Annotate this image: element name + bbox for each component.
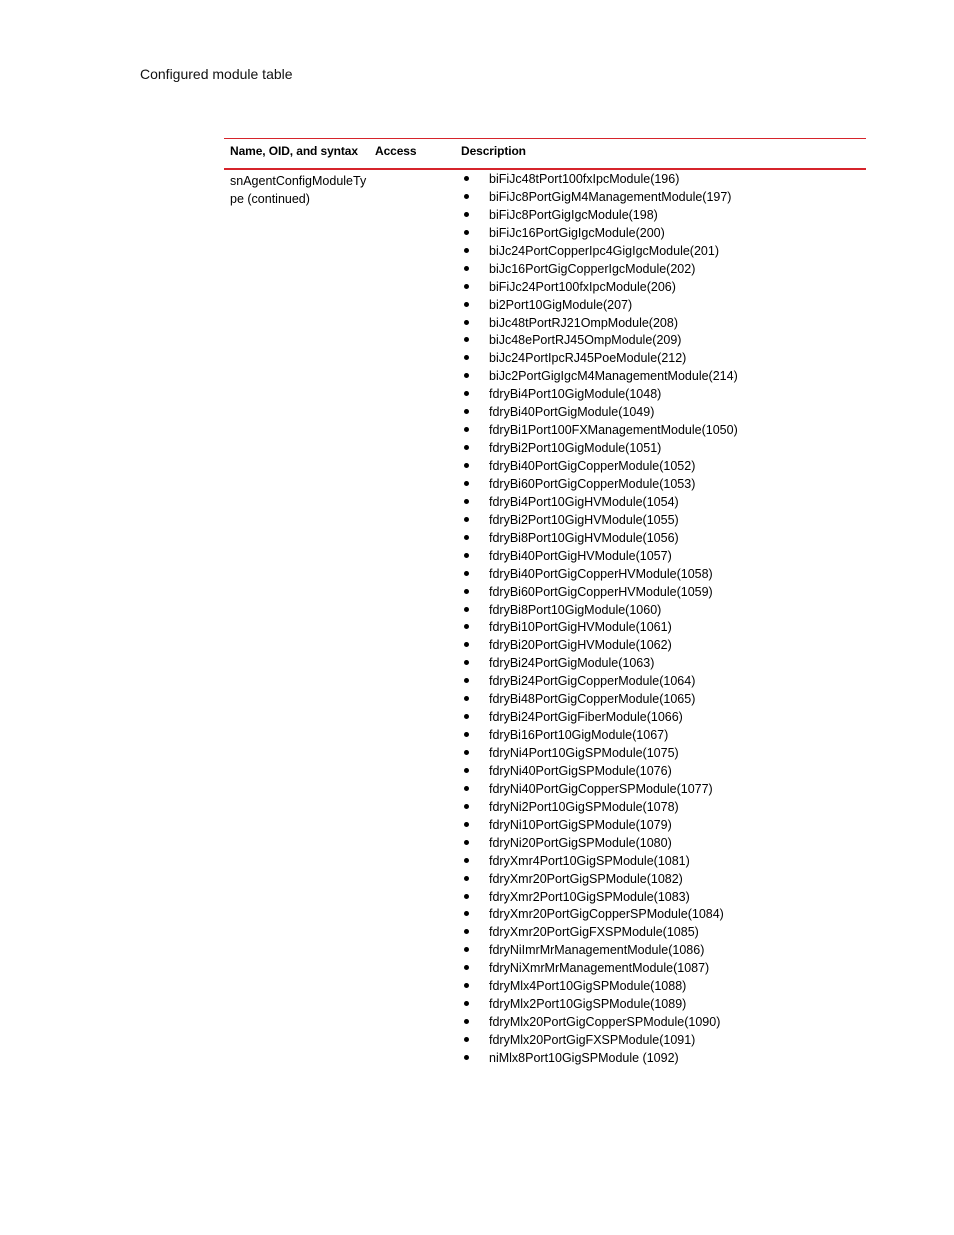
list-item	[461, 493, 861, 511]
list-item	[461, 206, 861, 224]
list-item-text: fdryBi40PortGigHVModule(1057)	[489, 548, 672, 563]
bullet-icon	[464, 911, 469, 916]
list-item	[461, 618, 861, 636]
list-item-text: fdryBi60PortGigCopperHVModule(1059)	[489, 584, 713, 599]
list-item	[461, 583, 861, 601]
list-item-text: fdryMlx20PortGigCopperSPModule(1090)	[489, 1015, 721, 1030]
bullet-icon	[464, 373, 469, 378]
list-item-text: fdryXmr4Port10GigSPModule(1081)	[489, 853, 690, 868]
list-item	[461, 1031, 861, 1049]
list-item-text: fdryBi24PortGigModule(1063)	[489, 656, 655, 671]
bullet-icon	[464, 1037, 469, 1042]
bullet-icon	[464, 248, 469, 253]
bullet-icon	[464, 624, 469, 629]
list-item	[461, 690, 861, 708]
list-item-text: fdryNi40PortGigSPModule(1076)	[489, 763, 672, 778]
bullet-icon	[464, 463, 469, 468]
list-item	[461, 529, 861, 547]
list-item	[461, 870, 861, 888]
list-item-text: fdryNi2Port10GigSPModule(1078)	[489, 799, 679, 814]
bullet-icon	[464, 499, 469, 504]
bullet-icon	[464, 714, 469, 719]
list-item	[461, 959, 861, 977]
bullet-icon	[464, 355, 469, 360]
list-item-text: biJc2PortGigIgcM4ManagementModule(214)	[489, 369, 738, 384]
list-item-text: fdryBi60PortGigCopperModule(1053)	[489, 476, 696, 491]
list-item-text: fdryMlx20PortGigFXSPModule(1091)	[489, 1033, 696, 1047]
list-item	[461, 834, 861, 852]
list-item	[461, 888, 861, 906]
list-item-text: fdryNi40PortGigCopperSPModule(1077)	[489, 781, 713, 796]
list-item-text: fdryXmr20PortGigSPModule(1082)	[489, 871, 683, 886]
list-item-text: fdryXmr20PortGigFXSPModule(1085)	[489, 925, 699, 940]
bullet-icon	[464, 983, 469, 988]
list-item	[461, 977, 861, 995]
list-item	[461, 475, 861, 493]
list-item-text: fdryBi24PortGigCopperModule(1064)	[489, 674, 696, 689]
bullet-icon	[464, 822, 469, 827]
object-name-cell: snAgentConfigModuleType (continued)	[230, 174, 367, 206]
list-item	[461, 798, 861, 816]
list-item	[461, 188, 861, 206]
list-item-text: fdryNi10PortGigSPModule(1079)	[489, 817, 672, 832]
list-item	[461, 511, 861, 529]
list-item	[461, 242, 861, 260]
list-item-text: fdryBi24PortGigFiberModule(1066)	[489, 710, 683, 725]
list-item-text: fdryBi20PortGigHVModule(1062)	[489, 638, 672, 653]
list-item	[461, 636, 861, 654]
page-header-title: Configured module table	[140, 66, 293, 82]
list-item	[461, 457, 861, 475]
bullet-icon	[464, 678, 469, 683]
bullet-icon	[464, 194, 469, 199]
list-item	[461, 331, 861, 349]
list-item-text: biFiJc24Port100fxIpcModule(206)	[489, 279, 676, 294]
list-item-text: fdryBi4Port10GigModule(1048)	[489, 387, 662, 402]
bullet-icon	[464, 965, 469, 970]
list-item-text: biFiJc8PortGigM4ManagementModule(197)	[489, 189, 732, 204]
bullet-icon	[464, 786, 469, 791]
column-header-name: Name, OID, and syntax	[230, 144, 358, 158]
bullet-icon	[464, 553, 469, 558]
list-item-text: biJc48tPortRJ21OmpModule(208)	[489, 315, 678, 330]
list-item-text: fdryBi1Port100FXManagementModule(1050)	[489, 423, 738, 438]
list-item-text: biFiJc48tPort100fxIpcModule(196)	[489, 172, 680, 186]
list-item-text: fdryXmr2Port10GigSPModule(1083)	[489, 889, 690, 904]
bullet-icon	[464, 284, 469, 289]
list-item	[461, 296, 861, 314]
table-row	[224, 170, 866, 1067]
list-item-text: biJc48ePortRJ45OmpModule(209)	[489, 333, 682, 348]
list-item-text: fdryBi4Port10GigHVModule(1054)	[489, 494, 679, 509]
bullet-icon	[464, 696, 469, 701]
list-item	[461, 762, 861, 780]
list-item	[461, 1013, 861, 1031]
bullet-icon	[464, 445, 469, 450]
bullet-icon	[464, 947, 469, 952]
list-item-text: fdryBi8Port10GigHVModule(1056)	[489, 530, 679, 545]
list-item	[461, 224, 861, 242]
bullet-icon	[464, 320, 469, 325]
bullet-icon	[464, 804, 469, 809]
bullet-icon	[464, 894, 469, 899]
list-item	[461, 995, 861, 1013]
bullet-icon	[464, 607, 469, 612]
list-item-text: biJc16PortGigCopperIgcModule(202)	[489, 261, 696, 276]
list-item-text: niMlx8Port10GigSPModule (1092)	[489, 1050, 679, 1065]
bullet-icon	[464, 732, 469, 737]
bullet-icon	[464, 1055, 469, 1060]
list-item-text: biJc24PortIpcRJ45PoeModule(212)	[489, 351, 687, 366]
list-item	[461, 708, 861, 726]
list-item	[461, 439, 861, 457]
bullet-icon	[464, 481, 469, 486]
list-item	[461, 367, 861, 385]
bullet-icon	[464, 302, 469, 307]
bullet-icon	[464, 750, 469, 755]
bullet-icon	[464, 1001, 469, 1006]
list-item-text: biFiJc8PortGigIgcModule(198)	[489, 207, 658, 222]
bullet-icon	[464, 1019, 469, 1024]
bullet-icon	[464, 409, 469, 414]
list-item	[461, 941, 861, 959]
list-item-text: fdryNi4Port10GigSPModule(1075)	[489, 746, 679, 760]
list-item	[461, 780, 861, 798]
list-item	[461, 672, 861, 690]
bullet-icon	[464, 571, 469, 576]
list-item-text: biFiJc16PortGigIgcModule(200)	[489, 225, 665, 240]
bullet-icon	[464, 535, 469, 540]
bullet-icon	[464, 858, 469, 863]
list-item	[461, 654, 861, 672]
table-header-row	[224, 139, 866, 168]
list-item-text: fdryNiImrMrManagementModule(1086)	[489, 943, 705, 958]
bullet-icon	[464, 929, 469, 934]
list-item-text: fdryBi40PortGigCopperHVModule(1058)	[489, 566, 713, 581]
list-item-text: fdryBi10PortGigHVModule(1061)	[489, 620, 672, 635]
list-item	[461, 565, 861, 583]
bullet-icon	[464, 589, 469, 594]
list-item	[461, 601, 861, 619]
list-item-text: biJc24PortCopperIpc4GigIgcModule(201)	[489, 243, 719, 258]
bullet-icon	[464, 230, 469, 235]
list-item	[461, 385, 861, 403]
list-item	[461, 260, 861, 278]
bullet-icon	[464, 391, 469, 396]
bullet-icon	[464, 266, 469, 271]
list-item	[461, 923, 861, 941]
bullet-icon	[464, 212, 469, 217]
list-item-text: fdryBi16Port10GigModule(1067)	[489, 728, 669, 743]
list-item	[461, 547, 861, 565]
column-header-description: Description	[461, 144, 526, 158]
list-item-text: fdryMlx2Port10GigSPModule(1089)	[489, 997, 687, 1012]
list-item-text: fdryMlx4Port10GigSPModule(1088)	[489, 979, 687, 994]
list-item-text: fdryBi8Port10GigModule(1060)	[489, 602, 662, 617]
bullet-icon	[464, 876, 469, 881]
bullet-icon	[464, 840, 469, 845]
bullet-icon	[464, 176, 469, 181]
list-item-text: fdryXmr20PortGigCopperSPModule(1084)	[489, 907, 724, 922]
list-item-text: fdryBi40PortGigModule(1049)	[489, 405, 655, 420]
column-header-access: Access	[375, 144, 417, 158]
list-item	[461, 170, 861, 188]
bullet-icon	[464, 660, 469, 665]
list-item	[461, 403, 861, 421]
list-item-text: bi2Port10GigModule(207)	[489, 297, 633, 312]
list-item-text: fdryBi48PortGigCopperModule(1065)	[489, 692, 696, 707]
bullet-icon	[464, 642, 469, 647]
module-table	[224, 138, 866, 1067]
bullet-icon	[464, 768, 469, 773]
list-item	[461, 421, 861, 439]
list-item	[461, 314, 861, 332]
list-item-text: fdryNi20PortGigSPModule(1080)	[489, 835, 672, 850]
list-item-text: fdryNiXmrMrManagementModule(1087)	[489, 961, 710, 976]
list-item	[461, 726, 861, 744]
list-item	[461, 816, 861, 834]
list-item	[461, 905, 861, 923]
bullet-icon	[464, 337, 469, 342]
list-item	[461, 349, 861, 367]
bullet-icon	[464, 427, 469, 432]
list-item	[461, 852, 861, 870]
list-item-text: fdryBi40PortGigCopperModule(1052)	[489, 459, 696, 473]
description-list	[461, 170, 861, 1067]
list-item	[461, 278, 861, 296]
list-item	[461, 744, 861, 762]
list-item-text: fdryBi2Port10GigHVModule(1055)	[489, 512, 679, 527]
list-item	[461, 1049, 861, 1067]
list-item-text: fdryBi2Port10GigModule(1051)	[489, 441, 662, 456]
bullet-icon	[464, 517, 469, 522]
